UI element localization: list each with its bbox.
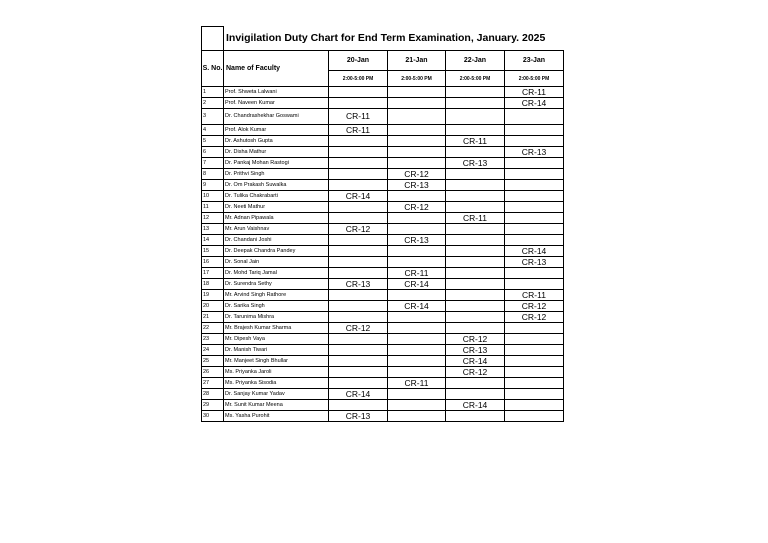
duty-cell-21-jan	[388, 389, 446, 400]
duty-cell-21-jan	[388, 147, 446, 158]
duty-cell-23-jan	[505, 109, 564, 125]
faculty-name-cell: Prof. Naveen Kumar	[224, 98, 329, 109]
duty-cell-23-jan	[505, 279, 564, 290]
duty-cell-23-jan	[505, 356, 564, 367]
duty-cell-22-jan: CR-12	[446, 367, 505, 378]
title-corner-cell	[202, 27, 224, 51]
duty-cell-21-jan	[388, 356, 446, 367]
table-row	[202, 268, 564, 279]
duty-cell-23-jan	[505, 169, 564, 180]
duty-chart-sheet	[201, 26, 564, 422]
duty-cell-21-jan	[388, 224, 446, 235]
sno-cell: 3	[202, 109, 224, 125]
duty-cell-21-jan	[388, 87, 446, 98]
sno-cell: 8	[202, 169, 224, 180]
duty-cell-23-jan	[505, 136, 564, 147]
duty-cell-23-jan: CR-14	[505, 246, 564, 257]
sno-cell: 14	[202, 235, 224, 246]
duty-cell-23-jan	[505, 345, 564, 356]
table-row	[202, 224, 564, 235]
table-row	[202, 98, 564, 109]
faculty-name-cell: Mr. Sunit Kumar Meena	[224, 400, 329, 411]
duty-cell-22-jan	[446, 87, 505, 98]
sno-header: S. No.	[202, 51, 224, 87]
duty-cell-21-jan	[388, 158, 446, 169]
duty-chart-table	[201, 26, 564, 422]
table-row	[202, 235, 564, 246]
sno-cell: 16	[202, 257, 224, 268]
duty-cell-23-jan	[505, 125, 564, 136]
duty-cell-20-jan	[329, 356, 388, 367]
table-row	[202, 191, 564, 202]
duty-cell-21-jan	[388, 257, 446, 268]
duty-cell-22-jan	[446, 389, 505, 400]
duty-cell-23-jan	[505, 180, 564, 191]
faculty-name-cell: Dr. Ashutosh Gupta	[224, 136, 329, 147]
duty-cell-23-jan: CR-13	[505, 147, 564, 158]
duty-cell-22-jan: CR-11	[446, 213, 505, 224]
duty-cell-21-jan	[388, 109, 446, 125]
sno-cell: 1	[202, 87, 224, 98]
table-row	[202, 180, 564, 191]
duty-cell-22-jan: CR-14	[446, 400, 505, 411]
sno-cell: 15	[202, 246, 224, 257]
duty-cell-22-jan	[446, 98, 505, 109]
duty-cell-20-jan	[329, 400, 388, 411]
duty-cell-20-jan	[329, 87, 388, 98]
duty-cell-23-jan	[505, 323, 564, 334]
duty-cell-21-jan	[388, 98, 446, 109]
duty-cell-21-jan: CR-12	[388, 169, 446, 180]
table-row	[202, 334, 564, 345]
duty-cell-21-jan: CR-11	[388, 268, 446, 279]
table-row	[202, 87, 564, 98]
duty-cell-22-jan	[446, 290, 505, 301]
duty-cell-22-jan: CR-13	[446, 158, 505, 169]
duty-cell-21-jan	[388, 136, 446, 147]
duty-cell-22-jan	[446, 246, 505, 257]
duty-cell-21-jan	[388, 411, 446, 422]
duty-cell-22-jan	[446, 312, 505, 323]
table-row	[202, 279, 564, 290]
faculty-name-cell: Prof. Alok Kumar	[224, 125, 329, 136]
duty-cell-23-jan	[505, 213, 564, 224]
duty-cell-20-jan: CR-11	[329, 125, 388, 136]
faculty-name-cell: Mr. Arun Vaishnav	[224, 224, 329, 235]
duty-cell-23-jan	[505, 411, 564, 422]
duty-cell-20-jan	[329, 301, 388, 312]
duty-cell-22-jan	[446, 411, 505, 422]
duty-cell-23-jan	[505, 235, 564, 246]
faculty-name-cell: Dr. Deepak Chandra Pandey	[224, 246, 329, 257]
duty-cell-23-jan: CR-11	[505, 290, 564, 301]
duty-cell-20-jan: CR-14	[329, 389, 388, 400]
duty-cell-20-jan	[329, 290, 388, 301]
sno-cell: 19	[202, 290, 224, 301]
duty-cell-20-jan	[329, 147, 388, 158]
faculty-name-cell: Mr. Arvind Singh Rathore	[224, 290, 329, 301]
duty-cell-20-jan	[329, 158, 388, 169]
duty-cell-21-jan	[388, 125, 446, 136]
faculty-name-cell: Dr. Manish Tiwari	[224, 345, 329, 356]
faculty-name-cell: Ms. Yasha Purohit	[224, 411, 329, 422]
sno-cell: 30	[202, 411, 224, 422]
table-row	[202, 378, 564, 389]
date-header-20-jan: 20-Jan	[329, 51, 388, 71]
sno-cell: 24	[202, 345, 224, 356]
sno-cell: 27	[202, 378, 224, 389]
faculty-name-cell: Mr. Adnan Pipawala	[224, 213, 329, 224]
duty-cell-21-jan: CR-14	[388, 279, 446, 290]
duty-cell-23-jan: CR-11	[505, 87, 564, 98]
table-row	[202, 169, 564, 180]
table-row	[202, 389, 564, 400]
duty-cell-21-jan	[388, 400, 446, 411]
duty-cell-21-jan	[388, 345, 446, 356]
page-title: Invigilation Duty Chart for End Term Examination, January. 2025	[224, 27, 564, 51]
duty-cell-23-jan	[505, 268, 564, 279]
duty-cell-23-jan: CR-13	[505, 257, 564, 268]
faculty-name-cell: Prof. Shweta Lalwani	[224, 87, 329, 98]
duty-cell-23-jan	[505, 191, 564, 202]
table-row	[202, 400, 564, 411]
sno-cell: 9	[202, 180, 224, 191]
duty-cell-21-jan	[388, 323, 446, 334]
sno-cell: 6	[202, 147, 224, 158]
duty-cell-21-jan	[388, 290, 446, 301]
duty-cell-21-jan: CR-13	[388, 235, 446, 246]
duty-cell-20-jan	[329, 367, 388, 378]
duty-cell-22-jan	[446, 224, 505, 235]
faculty-name-cell: Dr. Disha Mathur	[224, 147, 329, 158]
duty-cell-22-jan: CR-14	[446, 356, 505, 367]
duty-cell-21-jan	[388, 246, 446, 257]
sno-cell: 7	[202, 158, 224, 169]
duty-cell-23-jan	[505, 367, 564, 378]
duty-cell-22-jan	[446, 109, 505, 125]
table-row	[202, 323, 564, 334]
sno-cell: 4	[202, 125, 224, 136]
duty-cell-21-jan: CR-11	[388, 378, 446, 389]
faculty-name-cell: Dr. Chandani Joshi	[224, 235, 329, 246]
date-header-21-jan: 21-Jan	[388, 51, 446, 71]
duty-cell-23-jan	[505, 389, 564, 400]
duty-cell-22-jan	[446, 235, 505, 246]
table-row	[202, 312, 564, 323]
duty-cell-21-jan	[388, 213, 446, 224]
duty-cell-20-jan	[329, 246, 388, 257]
table-row	[202, 202, 564, 213]
duty-cell-22-jan	[446, 378, 505, 389]
sno-cell: 21	[202, 312, 224, 323]
duty-cell-22-jan	[446, 268, 505, 279]
table-row	[202, 356, 564, 367]
duty-cell-20-jan	[329, 202, 388, 213]
faculty-name-cell: Dr. Surendra Sethy	[224, 279, 329, 290]
sno-cell: 20	[202, 301, 224, 312]
date-header-23-jan: 23-Jan	[505, 51, 564, 71]
duty-cell-21-jan	[388, 334, 446, 345]
duty-cell-22-jan	[446, 169, 505, 180]
sno-cell: 10	[202, 191, 224, 202]
sno-cell: 13	[202, 224, 224, 235]
duty-cell-23-jan: CR-12	[505, 312, 564, 323]
sno-cell: 17	[202, 268, 224, 279]
duty-cell-20-jan	[329, 257, 388, 268]
faculty-name-cell: Mr. Dipesh Vaya	[224, 334, 329, 345]
duty-cell-23-jan	[505, 400, 564, 411]
duty-cell-21-jan: CR-12	[388, 202, 446, 213]
table-row	[202, 345, 564, 356]
sno-cell: 28	[202, 389, 224, 400]
faculty-name-cell: Dr. Sarika Singh	[224, 301, 329, 312]
sno-cell: 26	[202, 367, 224, 378]
sno-cell: 22	[202, 323, 224, 334]
duty-cell-23-jan	[505, 224, 564, 235]
sno-cell: 23	[202, 334, 224, 345]
table-row	[202, 411, 564, 422]
faculty-name-cell: Dr. Sanjay Kumar Yadav	[224, 389, 329, 400]
sno-cell: 25	[202, 356, 224, 367]
duty-cell-22-jan	[446, 147, 505, 158]
table-row	[202, 257, 564, 268]
duty-cell-22-jan: CR-12	[446, 334, 505, 345]
time-header-20-jan: 2:00-5:00 PM	[329, 71, 388, 87]
duty-cell-20-jan	[329, 235, 388, 246]
duty-cell-20-jan	[329, 169, 388, 180]
time-header-22-jan: 2:00-5:00 PM	[446, 71, 505, 87]
table-row	[202, 213, 564, 224]
table-row	[202, 136, 564, 147]
sno-cell: 11	[202, 202, 224, 213]
duty-cell-20-jan	[329, 312, 388, 323]
duty-cell-20-jan: CR-13	[329, 279, 388, 290]
duty-cell-20-jan: CR-14	[329, 191, 388, 202]
duty-cell-20-jan	[329, 180, 388, 191]
faculty-name-cell: Dr. Neeti Mathur	[224, 202, 329, 213]
duty-cell-22-jan	[446, 125, 505, 136]
table-row	[202, 246, 564, 257]
faculty-name-cell: Dr. Sonal Jain	[224, 257, 329, 268]
faculty-name-cell: Dr. Tulika Chakrabarti	[224, 191, 329, 202]
faculty-name-cell: Ms. Priyanka Jaroli	[224, 367, 329, 378]
duty-cell-22-jan: CR-13	[446, 345, 505, 356]
duty-cell-22-jan	[446, 257, 505, 268]
duty-cell-21-jan: CR-14	[388, 301, 446, 312]
table-row	[202, 125, 564, 136]
sno-cell: 29	[202, 400, 224, 411]
duty-cell-22-jan	[446, 323, 505, 334]
duty-cell-21-jan	[388, 367, 446, 378]
duty-cell-23-jan	[505, 378, 564, 389]
duty-cell-22-jan	[446, 301, 505, 312]
faculty-name-header: Name of Faculty	[224, 51, 329, 87]
duty-cell-20-jan	[329, 378, 388, 389]
duty-cell-23-jan	[505, 202, 564, 213]
duty-cell-23-jan	[505, 334, 564, 345]
faculty-name-cell: Mr. Manjeet Singh Bhullar	[224, 356, 329, 367]
table-row	[202, 158, 564, 169]
duty-cell-23-jan	[505, 158, 564, 169]
table-row	[202, 147, 564, 158]
faculty-name-cell: Dr. Om Prakash Suwalka	[224, 180, 329, 191]
duty-cell-21-jan: CR-13	[388, 180, 446, 191]
duty-cell-20-jan	[329, 334, 388, 345]
duty-cell-22-jan	[446, 191, 505, 202]
duty-cell-20-jan	[329, 213, 388, 224]
duty-cell-20-jan	[329, 136, 388, 147]
duty-cell-21-jan	[388, 191, 446, 202]
sno-cell: 5	[202, 136, 224, 147]
table-row	[202, 109, 564, 125]
duty-cell-22-jan	[446, 202, 505, 213]
duty-cell-21-jan	[388, 312, 446, 323]
duty-cell-22-jan	[446, 180, 505, 191]
duty-cell-22-jan	[446, 279, 505, 290]
sno-cell: 12	[202, 213, 224, 224]
duty-cell-20-jan	[329, 98, 388, 109]
duty-cell-20-jan	[329, 268, 388, 279]
time-header-21-jan: 2:00-5:00 PM	[388, 71, 446, 87]
time-header-23-jan: 2:00-5:00 PM	[505, 71, 564, 87]
duty-cell-20-jan: CR-12	[329, 224, 388, 235]
duty-cell-20-jan: CR-11	[329, 109, 388, 125]
duty-cell-20-jan	[329, 345, 388, 356]
duty-cell-20-jan: CR-13	[329, 411, 388, 422]
faculty-name-cell: Dr. Mohd Tariq Jamal	[224, 268, 329, 279]
date-header-22-jan: 22-Jan	[446, 51, 505, 71]
duty-cell-20-jan: CR-12	[329, 323, 388, 334]
faculty-name-cell: Dr. Prithvi Singh	[224, 169, 329, 180]
faculty-name-cell: Dr. Chandrashekhar Goswami	[224, 109, 329, 125]
faculty-name-cell: Dr. Pankaj Mohan Rastogi	[224, 158, 329, 169]
faculty-name-cell: Mr. Brajesh Kumar Sharma	[224, 323, 329, 334]
duty-cell-22-jan: CR-11	[446, 136, 505, 147]
table-row	[202, 301, 564, 312]
faculty-name-cell: Ms. Priyanka Sisodia	[224, 378, 329, 389]
faculty-name-cell: Dr. Tarunima Mishra	[224, 312, 329, 323]
sno-cell: 18	[202, 279, 224, 290]
duty-cell-23-jan: CR-12	[505, 301, 564, 312]
sno-cell: 2	[202, 98, 224, 109]
duty-cell-23-jan: CR-14	[505, 98, 564, 109]
table-row	[202, 290, 564, 301]
table-row	[202, 367, 564, 378]
